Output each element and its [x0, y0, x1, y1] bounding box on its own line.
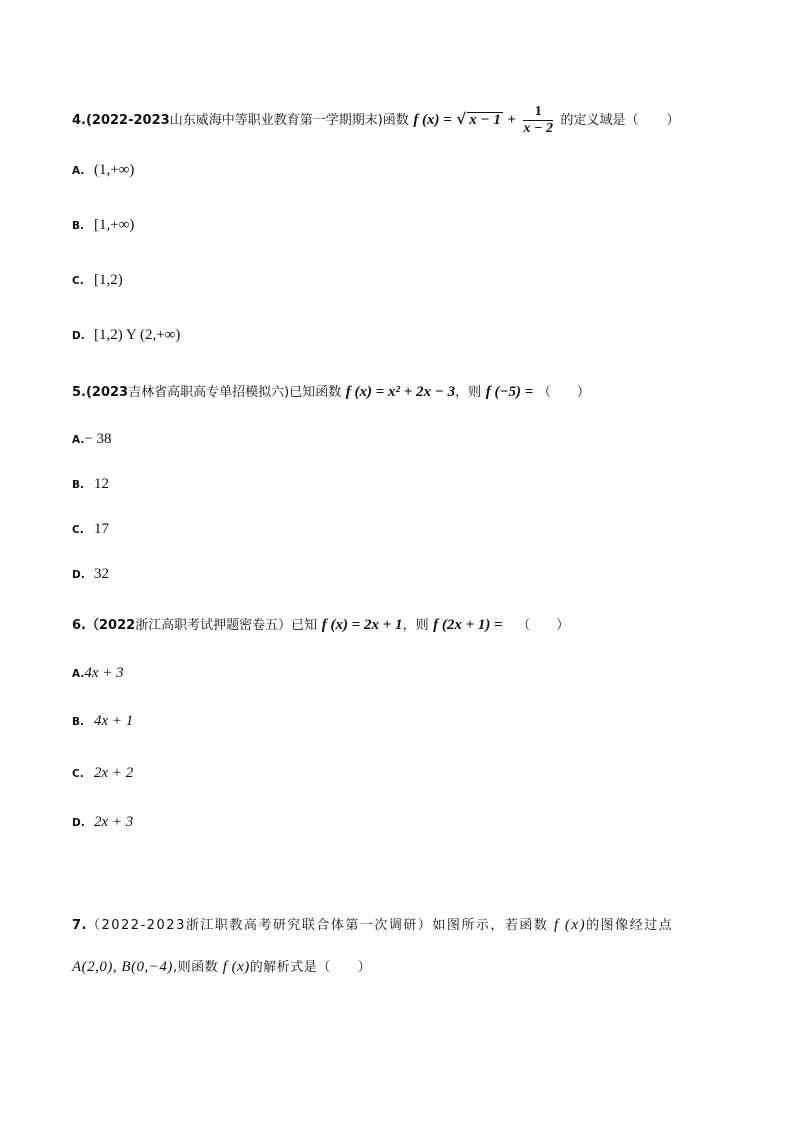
question-6-stem: 6.（2022浙江高职考试押题密卷五）已知 f (x) = 2x + 1，则 f (2x + 1) = （ ） — [72, 617, 570, 633]
option-a: A.− 38 — [72, 431, 112, 447]
option-b: B. 4x + 1 — [72, 713, 134, 729]
option-a: A.4x + 3 — [72, 665, 124, 681]
answer-blank: （ ） — [517, 618, 570, 633]
option-d: D. 32 — [72, 566, 109, 582]
points-expression: A(2,0), B(0,−4) — [72, 959, 173, 975]
question-number: 4. — [72, 113, 86, 128]
fraction: $\frac{1}{x - 2}$ — [523, 104, 553, 136]
option-b: B. [1,+∞) — [72, 217, 135, 233]
question-5-stem: 5.(2023吉林省高职高专单招模拟六)已知函数 f (x) = x² + 2x − 3，则 f (−5) = （ ） — [72, 384, 590, 400]
option-c: C. [1,2) — [72, 272, 123, 288]
option-c: C. 2x + 2 — [72, 765, 134, 781]
question-7-stem-line-2: A(2,0), B(0,−4),则函数 f (x)的解析式是（ ） — [72, 959, 372, 975]
sqrt-content: x − 1 — [469, 112, 501, 128]
question-number: 5. — [72, 385, 86, 400]
option-a: A. (1,+∞) — [72, 162, 135, 178]
option-d: D. 2x + 3 — [72, 814, 134, 830]
option-b: B. 12 — [72, 476, 109, 492]
question-number: 6. — [72, 618, 86, 633]
question-7-stem-line-1: 7.（2022-2023浙江职教高考研究联合体第一次调研）如图所示，若函数 f (x)的图像经过点 — [72, 917, 674, 933]
answer-blank: （ ） — [537, 385, 590, 400]
function-expression: f (x) — [554, 917, 587, 933]
option-d: D. [1,2) Y (2,+∞) — [72, 327, 181, 343]
question-4-stem: 4.(2022-2023山东威海中等职业教育第一学期期末)函数 f (x) = √ x − 1 + $\frac{1}{x - 2}$ 的定义域是（ ） — [72, 104, 680, 136]
function-expression: f (x) = — [413, 112, 452, 128]
function-expression: f (x) = x² + 2x − 3 — [345, 384, 456, 400]
question-number: 7. — [72, 918, 87, 933]
option-c: C. 17 — [72, 521, 109, 537]
function-expression: f (x) = 2x + 1 — [321, 617, 403, 633]
sqrt-icon: √ — [456, 110, 467, 128]
